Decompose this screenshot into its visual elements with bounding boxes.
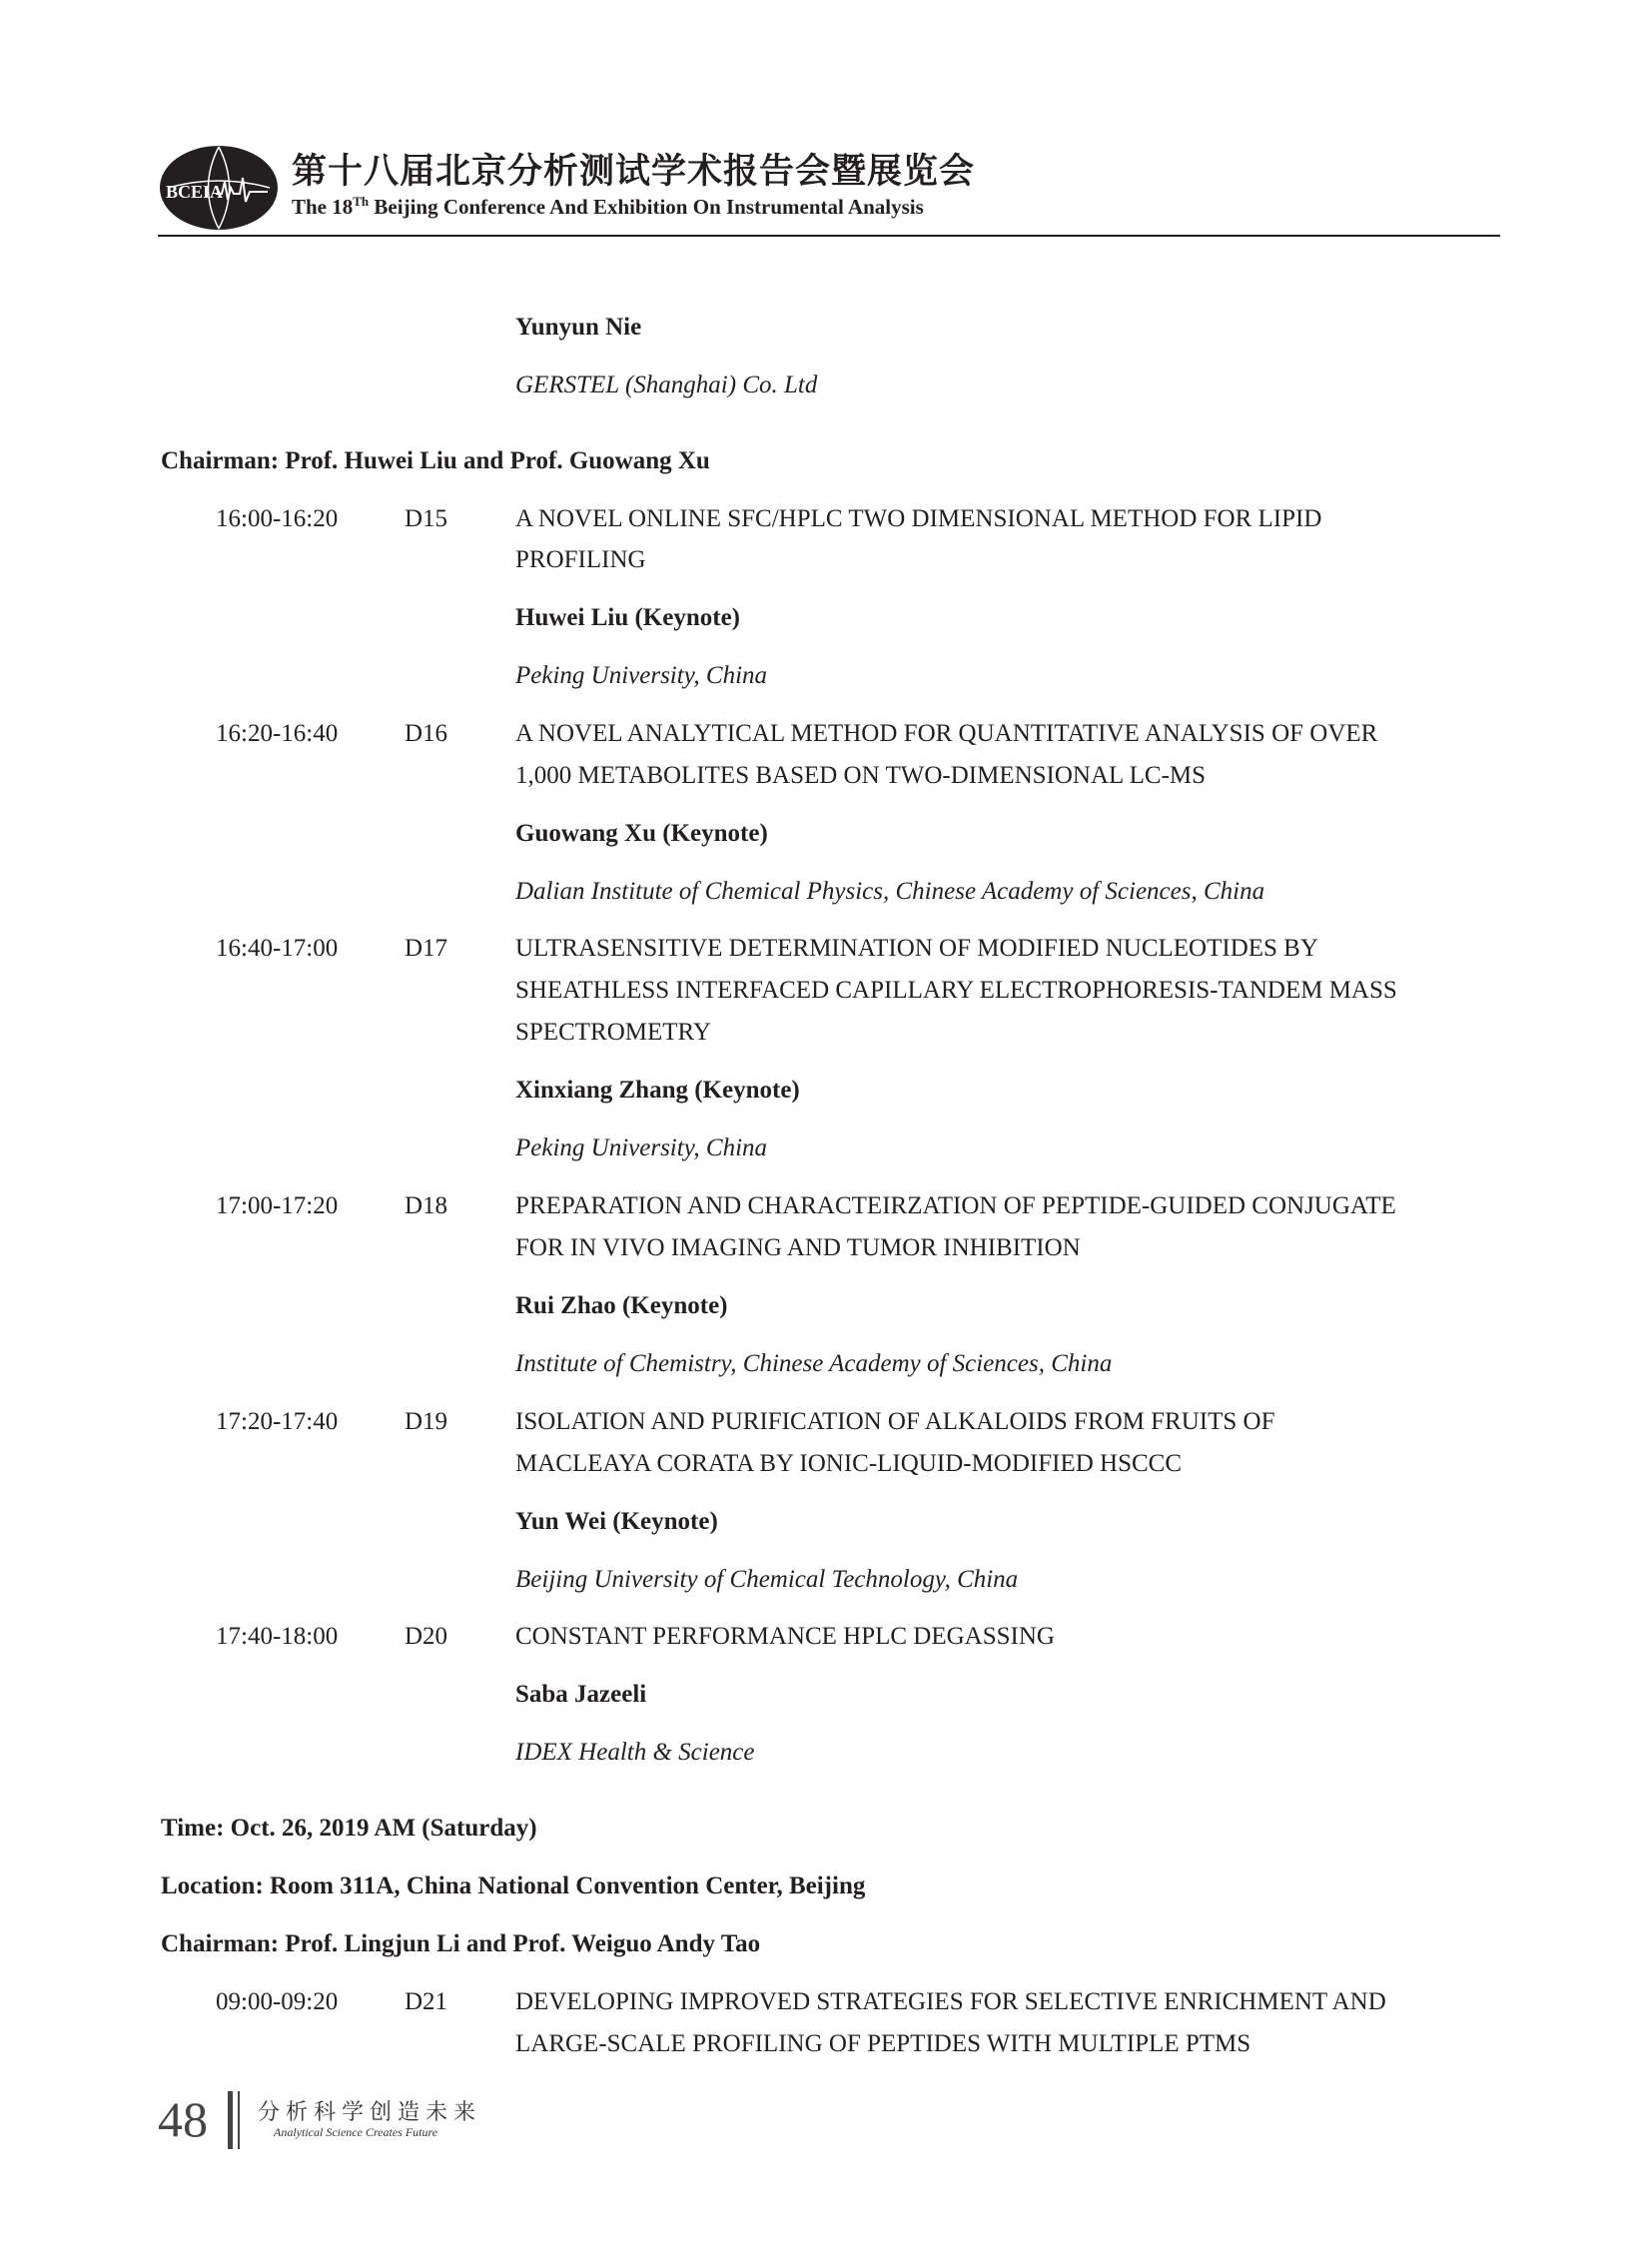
footer-bar-thin — [238, 2091, 240, 2149]
talk-code: D20 — [405, 1623, 448, 1650]
header-divider — [158, 235, 1500, 237]
session-time: Time: Oct. 26, 2019 AM (Saturday) — [161, 1815, 537, 1842]
talk-title-line: PROFILING — [515, 546, 646, 573]
talk-title-line: DEVELOPING IMPROVED STRATEGIES FOR SELECTIVE ENRICHMENT AND — [515, 1988, 1386, 2015]
speaker-affiliation: Institute of Chemistry, Chinese Academy of Sciences, China — [515, 1350, 1113, 1377]
speaker-affiliation: Dalian Institute of Chemical Physics, Chinese Academy of Sciences, China — [515, 878, 1265, 905]
logo-text: BCEIA — [166, 182, 224, 202]
talk-code: D15 — [405, 505, 448, 532]
talk-time: 09:00-09:20 — [216, 1988, 339, 2015]
talk-code: D18 — [405, 1192, 448, 1219]
speaker-name: Yunyun Nie — [515, 314, 642, 341]
footer-bar-thick — [228, 2091, 233, 2149]
talk-time: 16:20-16:40 — [216, 720, 339, 747]
talk-title-line: A NOVEL ONLINE SFC/HPLC TWO DIMENSIONAL METHOD FOR LIPID — [515, 505, 1322, 532]
page-number: 48 — [158, 2091, 208, 2147]
talk-title-line: A NOVEL ANALYTICAL METHOD FOR QUANTITATIVE ANALYSIS OF OVER — [515, 720, 1378, 747]
speaker-name: Rui Zhao (Keynote) — [515, 1292, 728, 1319]
speaker-name: Yun Wei (Keynote) — [515, 1508, 718, 1535]
talk-time: 17:00-17:20 — [216, 1192, 339, 1219]
speaker-affiliation: IDEX Health & Science — [515, 1739, 755, 1766]
talk-title-line: ULTRASENSITIVE DETERMINATION OF MODIFIED NUCLEOTIDES BY — [515, 935, 1318, 962]
page-header — [158, 140, 1500, 236]
talk-code: D19 — [405, 1408, 448, 1435]
talk-code: D17 — [405, 935, 448, 962]
talk-time: 16:00-16:20 — [216, 505, 339, 532]
speaker-affiliation: Beijing University of Chemical Technology, China — [515, 1566, 1019, 1593]
speaker-name: Saba Jazeeli — [515, 1681, 647, 1708]
talk-title-line: 1,000 METABOLITES BASED ON TWO-DIMENSIONAL LC-MS — [515, 762, 1207, 789]
speaker-affiliation: GERSTEL (Shanghai) Co. Ltd — [515, 372, 818, 398]
speaker-name: Huwei Liu (Keynote) — [515, 604, 740, 631]
speaker-name: Guowang Xu (Keynote) — [515, 820, 768, 847]
talk-title-line: LARGE-SCALE PROFILING OF PEPTIDES WITH MULTIPLE PTMS — [515, 2030, 1251, 2057]
talk-time: 17:20-17:40 — [216, 1408, 339, 1435]
talk-title-line: FOR IN VIVO IMAGING AND TUMOR INHIBITION — [515, 1234, 1081, 1261]
talk-code: D16 — [405, 720, 448, 747]
talk-title-line: SHEATHLESS INTERFACED CAPILLARY ELECTROPHORESIS-TANDEM MASS — [515, 977, 1397, 1004]
session-chairman: Chairman: Prof. Huwei Liu and Prof. Guowang Xu — [161, 447, 710, 474]
talk-title-line: ISOLATION AND PURIFICATION OF ALKALOIDS FROM FRUITS OF — [515, 1408, 1275, 1435]
talk-time: 17:40-18:00 — [216, 1623, 339, 1650]
session-location: Location: Room 311A, China National Convention Center, Beijing — [161, 1872, 866, 1899]
speaker-affiliation: Peking University, China — [515, 1134, 768, 1161]
conference-title-cn: 第十八届北京分析测试学术报告会暨展览会 — [292, 151, 976, 192]
footer-slogan-en: Analytical Science Creates Future — [274, 2125, 438, 2139]
talk-title-line: PREPARATION AND CHARACTEIRZATION OF PEPTIDE-GUIDED CONJUGATE — [515, 1192, 1396, 1219]
bceia-logo-icon — [158, 144, 280, 232]
talk-title-line: CONSTANT PERFORMANCE HPLC DEGASSING — [515, 1623, 1055, 1650]
speaker-affiliation: Peking University, China — [515, 662, 768, 689]
speaker-name: Xinxiang Zhang (Keynote) — [515, 1077, 800, 1104]
talk-title-line: MACLEAYA CORATA BY IONIC-LIQUID-MODIFIED HSCCC — [515, 1450, 1183, 1477]
talk-title-line: SPECTROMETRY — [515, 1019, 711, 1046]
talk-code: D21 — [405, 1988, 448, 2015]
talk-time: 16:40-17:00 — [216, 935, 339, 962]
footer-slogan-cn: 分析科学创造未来 — [258, 2100, 482, 2125]
session-chairman: Chairman: Prof. Lingjun Li and Prof. Weiguo Andy Tao — [161, 1930, 761, 1957]
conference-title-en: The 18Th Beijing Conference And Exhibition On Instrumental Analysis — [292, 194, 924, 219]
